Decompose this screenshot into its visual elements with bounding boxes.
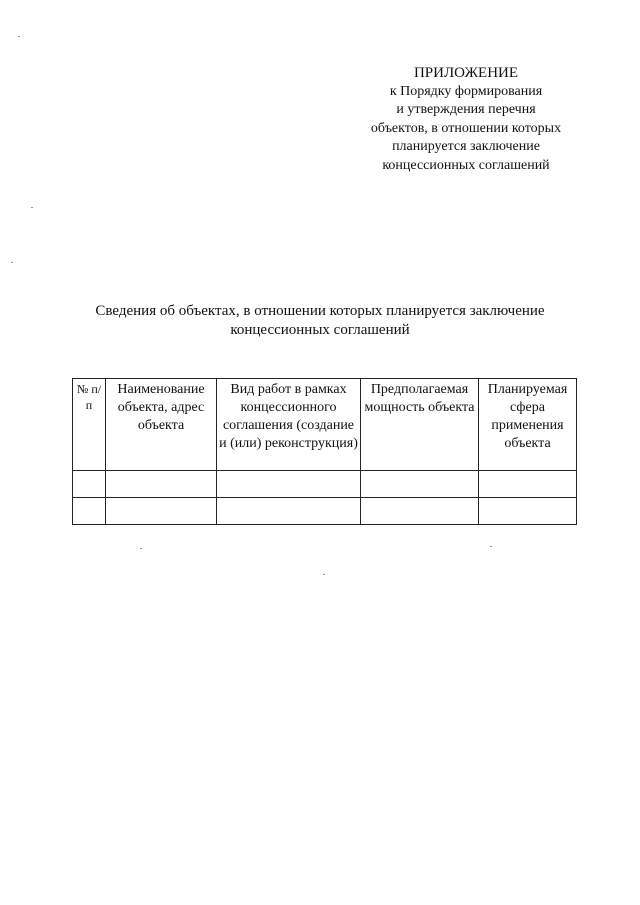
- column-header-name-address: Наименование объекта, адрес объекта: [106, 379, 217, 471]
- appendix-line: к Порядку формирования: [389, 83, 543, 99]
- table-cell: [479, 471, 577, 498]
- objects-table: [72, 378, 577, 525]
- table-cell: [106, 471, 217, 498]
- table-row: [73, 471, 577, 498]
- column-header-number: № п/п: [73, 379, 106, 471]
- heading-line: концессионных соглашений: [230, 322, 410, 338]
- scan-speck: [140, 548, 142, 549]
- table-cell: [217, 471, 361, 498]
- appendix-title: ПРИЛОЖЕНИЕ: [413, 65, 519, 81]
- column-header-work-type: Вид работ в рамках концессионного соглашения (создание и (или) реконструкция): [217, 379, 361, 471]
- appendix-line: и утверждения перечня: [396, 102, 536, 117]
- column-header-capacity: Предполагаемая мощность объекта: [361, 379, 479, 471]
- scan-speck: [18, 36, 20, 37]
- table-cell: [361, 498, 479, 525]
- appendix-line: планируется заключение: [392, 139, 540, 154]
- heading-line: Сведения об объектах, в отношении которых планируется заключение: [95, 303, 545, 319]
- scan-speck: [490, 546, 492, 547]
- appendix-line: концессионных соглашений: [382, 157, 550, 173]
- table-cell: [106, 498, 217, 525]
- table-cell: [361, 471, 479, 498]
- table-row: [73, 498, 577, 525]
- column-header-application-area: Планируемая сфера применения объекта: [479, 379, 577, 471]
- scan-speck: [31, 207, 33, 208]
- appendix-block: [352, 64, 580, 175]
- table-header-row: [73, 379, 577, 471]
- scan-speck: [11, 262, 13, 263]
- table-cell: [73, 471, 106, 498]
- document-heading: [60, 302, 580, 340]
- table-cell: [217, 498, 361, 525]
- appendix-line: объектов, в отношении которых: [370, 120, 562, 136]
- table-cell: [479, 498, 577, 525]
- scan-speck: [323, 574, 325, 575]
- table-cell: [73, 498, 106, 525]
